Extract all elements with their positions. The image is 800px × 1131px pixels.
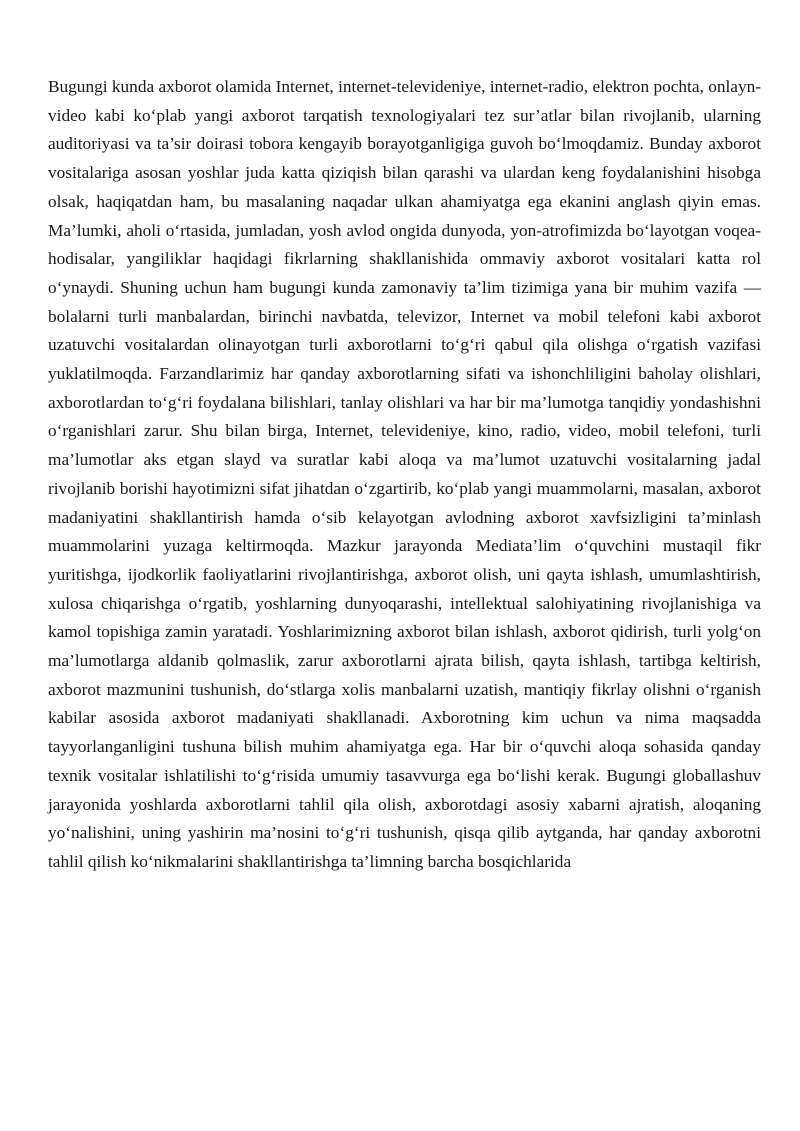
body-paragraph: Bugungi kunda axborot olamida Internet, internet-televideniye, internet-radio, elektron pochta, onlayn-video kabi ko‘plab yangi axborot tarqatish texnologiyalari tez sur’atlar bilan rivojlanib, ularning auditoriyasi va ta’sir doirasi tobora kengayib borayotganligiga guvoh bo‘lmoqdamiz. Bunday axborot vositalariga asosan yoshlar juda katta qiziqish bilan qarashi va ulardan keng foydalanishini hisobga olsak, haqiqatdan ham, bu masalaning naqadar ulkan ahamiyatga ega ekanini anglash qiyin emas. Ma’lumki, aholi o‘rtasida, jumladan, yosh avlod ongida dunyoda, yon-atrofimizda bo‘layotgan voqea-hodisalar, yangiliklar haqidagi fikrlarning shakllanishida ommaviy axborot vositalari katta rol o‘ynaydi. Shuning uchun ham bugungi kunda zamonaviy ta’lim tizimiga yana bir muhim vazifa — bolalarni turli manbalardan, birinchi navbatda, televizor, Internet va mobil telefoni kabi axborot uzatuvchi vositalardan olinayotgan turli axborotlarni to‘g‘ri qabul qila olishga o‘rgatish vazifasi yuklatilmoqda. Farzandlarimiz har qanday axborotlarning sifati va ishonchliligini baholay olishlari, axborotlardan to‘g‘ri foydalana bilishlari, tanlay olishlari va har bir ma’lumotga tanqidiy yondashishni o‘rganishlari zarur. Shu bilan birga, Internet, televideniye, kino, radio, video, mobil telefoni, turli ma’lumotlar aks etgan slayd va suratlar kabi aloqa va ma’lumot uzatuvchi vositalarning jadal rivojlanib borishi hayotimizni sifat jihatdan o‘zgartirib, ko‘plab yangi muammolarni, masalan, axborot madaniyatini shakllantirish hamda o‘sib kelayotgan avlodning axborot xavfsizligini ta’minlash muammolarini yuzaga keltirmoqda. Mazkur jarayonda Mediata’lim o‘quvchini mustaqil fikr yuritishga, ijodkorlik faoliyatlarini rivojlantirishga, axborot olish, uni qayta ishlash, umumlashtirish, xulosa chiqarishga o‘rgatib, yoshlarning dunyoqarashi, intellektual salohiyatining rivojlanishiga va kamol topishiga zamin yaratadi. Yoshlarimizning axborot bilan ishlash, axborot qidirish, turli yolg‘on ma’lumotlarga aldanib qolmaslik, zarur axborotlarni ajrata bilish, qayta ishlash, tartibga keltirish, axborot mazmunini tushunish, do‘stlarga xolis manbalarni uzatish, mantiqiy fikrlay olishni o‘rganish kabilar asosida axborot madaniyati shakllanadi. Axborotning kim uchun va nima maqsadda tayyorlanganligini tushuna bilish muhim ahamiyatga ega. Har bir o‘quvchi aloqa sohasida qanday texnik vositalar ishlatilishi to‘g‘risida umumiy tasavvurga ega bo‘lishi kerak. Bugungi globallashuv jarayonida yoshlarda axborotlarni tahlil qila olish, axborotdagi asosiy xabarni ajratish, aloqaning yo‘nalishini, uning yashirin ma’nosini to‘g‘ri tushunish, qisqa qilib aytganda, har qanday axborotni tahlil qilish ko‘nikmalarini shakllantirishga ta’limning barcha bosqichlarida bbox=[48, 77, 761, 871]
